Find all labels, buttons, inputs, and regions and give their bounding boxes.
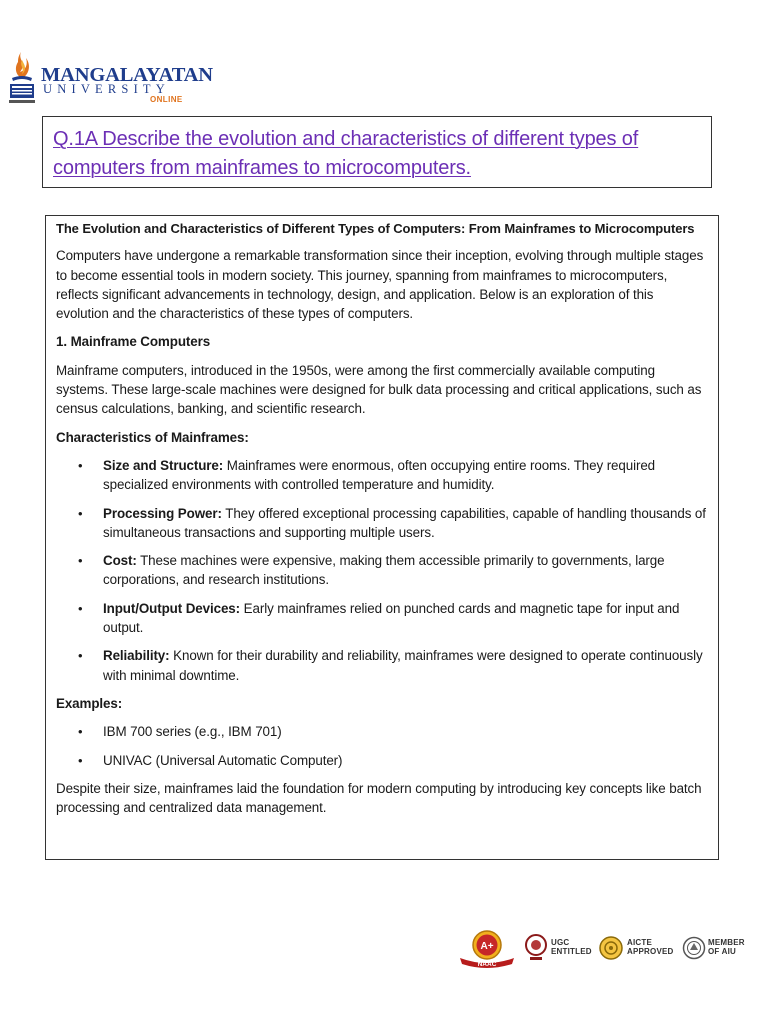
item-term: Reliability: [103, 648, 170, 664]
characteristics-list [56, 456, 708, 685]
ugc-label-line1: UGC [551, 938, 570, 947]
answer-box [45, 215, 719, 860]
bullet-icon: • [78, 724, 83, 740]
ugc-emblem-icon [524, 933, 548, 963]
naac-grade: A+ [480, 941, 494, 952]
list-item [56, 456, 708, 495]
naac-badge [456, 928, 518, 968]
aiu-badge [682, 928, 756, 968]
ugc-badge [524, 928, 590, 968]
item-text: These machines were expensive, making them accessible primarily to governments, large corporations, and research institutions. [103, 553, 665, 588]
naac-label: NAAC [477, 961, 497, 968]
aicte-label-line1: AICTE [627, 938, 652, 947]
example-text: UNIVAC (Universal Automatic Computer) [103, 752, 343, 768]
examples-list [56, 722, 708, 770]
bullet-icon: • [78, 505, 83, 521]
item-term: Input/Output Devices: [103, 600, 241, 616]
bullet-icon: • [78, 457, 83, 473]
section-paragraph: Mainframe computers, introduced in the 1950s, were among the first commercially available computing systems. These large-scale machines were designed for bulk data processing and critical applications, such as census calculations, banking, and scientific research. [56, 362, 702, 417]
item-text: Mainframes were enormous, often occupying entire rooms. They required specialized environments with controlled temperature and humidity. [103, 457, 656, 493]
item-text: Known for their durability and reliability, mainframes were designed to operate continuously with minimal downtime. [103, 648, 703, 683]
flame-emblem-icon [6, 48, 38, 106]
logo-name: MANGALAYATAN [41, 64, 213, 86]
logo-online: ONLINE [150, 95, 183, 104]
item-text: They offered exceptional processing capabilities, capable of handling thousands of simultaneous transactions and supporting multiple users. [103, 505, 706, 540]
aiu-label-line1: MEMBER [708, 938, 745, 947]
bullet-icon: • [78, 648, 83, 664]
aicte-emblem-icon [598, 935, 624, 961]
section-title: 1. Mainframe Computers [56, 334, 211, 350]
list-item [56, 722, 708, 741]
list-item [56, 504, 708, 543]
item-term: Cost: [103, 553, 137, 569]
bullet-icon: • [78, 553, 83, 569]
bullet-icon: • [78, 752, 83, 768]
question-box [42, 116, 712, 188]
item-term: Processing Power: [103, 505, 222, 521]
aicte-label-line2: APPROVED [627, 947, 674, 956]
answer-heading: The Evolution and Characteristics of Different Types of Computers: From Mainframes to Microcomputers [56, 221, 695, 236]
intro-paragraph: Computers have undergone a remarkable transformation since their inception, evolving through multiple stages to become essential tools in modern society. This journey, spanning from mainframes to microcomputers, reflects significant advancements in technology, design, and application. Below is an exploration of this evolution and the characteristics of these types of computers. [56, 248, 704, 322]
university-logo [6, 48, 213, 108]
aicte-badge [598, 928, 678, 968]
question-title: Q.1A Describe the evolution and characteristics of different types of computers from mainframes to microcomputers. [53, 128, 639, 179]
list-item [56, 599, 708, 638]
ugc-label-line2: ENTITLED [551, 947, 592, 956]
item-term: Size and Structure: [103, 457, 224, 473]
item-text: Early mainframes relied on punched cards and magnetic tape for input and output. [103, 600, 680, 636]
accreditation-badges [456, 928, 756, 968]
logo-subtitle: UNIVERSITY [43, 82, 170, 96]
naac-emblem-icon [456, 928, 518, 968]
conclusion-paragraph: Despite their size, mainframes laid the foundation for modern computing by introducing key concepts like batch processing and centralized data management. [56, 780, 702, 816]
bullet-icon: • [78, 600, 83, 616]
example-text: IBM 700 series (e.g., IBM 701) [103, 724, 282, 740]
characteristics-title: Characteristics of Mainframes: [56, 429, 249, 445]
list-item [56, 551, 708, 590]
list-item [56, 646, 708, 685]
examples-title: Examples: [56, 695, 123, 711]
aiu-label-line2: OF AIU [708, 947, 737, 956]
aiu-emblem-icon [682, 936, 706, 960]
list-item [56, 751, 708, 770]
